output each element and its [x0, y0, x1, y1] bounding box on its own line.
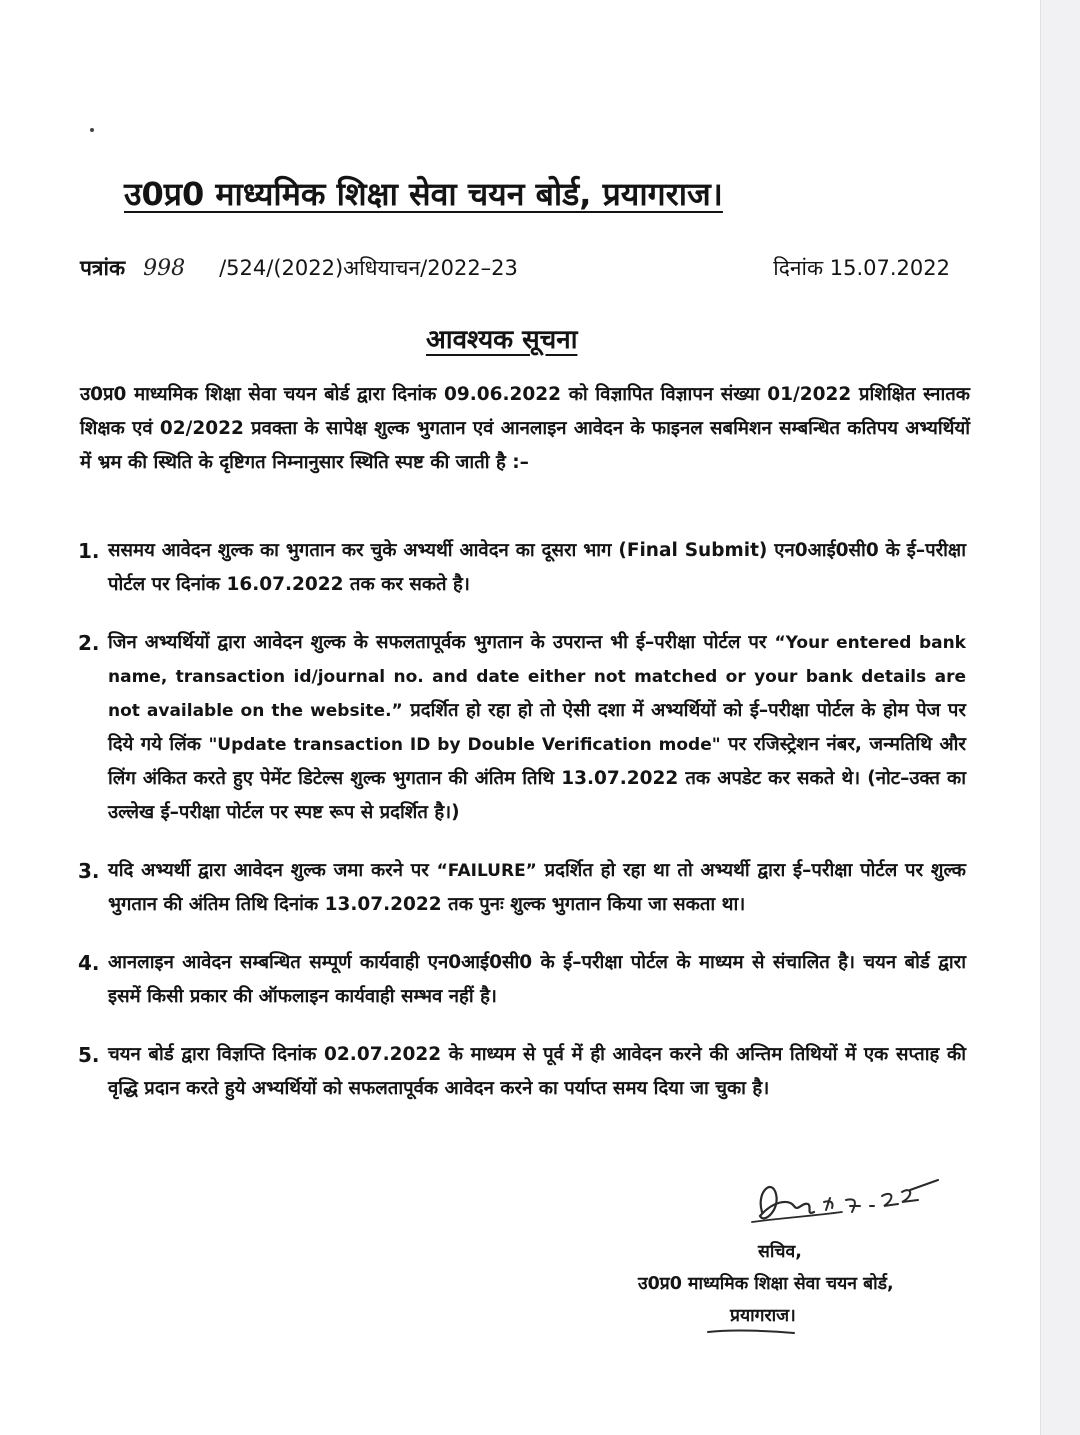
- subject-heading: आवश्यक सूचना: [426, 325, 578, 355]
- letter-number: /524/(2022)अधियाचन/2022–23: [219, 256, 518, 280]
- issue-date: दिनांक 15.07.2022: [773, 256, 950, 280]
- point-number: 4.: [78, 951, 100, 975]
- point-text-part: प्रदर्शित हो रहा था तो अभ्यर्थी द्वारा ई–परीक्षा पोर्टल पर शुल्क भुगतान की अंतिम तिथि दिनांक 13.07.2022 तक पुनः शुल्क भुगतान किया जा सकता था।: [108, 860, 966, 915]
- point-text-part: जिन अभ्यर्थियों द्वारा आवेदन शुल्क के सफलतापूर्वक भुगतान के उपरान्त भी ई–परीक्षा पोर्टल पर: [108, 632, 775, 653]
- point-number: 1.: [78, 539, 100, 563]
- point-text-part: पर रजिस्ट्रेशन नंबर, जन्मतिथि और लिंग अंकित करते हुए पेमेंट डिटेल्स शुल्क भुगतान की अंतिम तिथि 13.07.2022 तक अपडेट कर सकते थे। (नोट–उक्त का उल्लेख ई–परीक्षा पोर्टल पर स्पष्ट रूप से प्रदर्शित है।): [108, 734, 966, 823]
- signature-underline: [706, 1326, 796, 1338]
- handwritten-reference-number: 998: [143, 256, 186, 281]
- points-list: [0, 534, 1040, 1130]
- reference-label: पत्रांक: [80, 256, 126, 280]
- list-item: [0, 854, 1040, 922]
- page-title: उ0प्र0 माध्यमिक शिक्षा सेवा चयन बोर्ड, प्रयागराज।: [124, 175, 723, 213]
- reference-line: [80, 254, 950, 282]
- list-item: [0, 626, 1040, 830]
- list-item: [0, 946, 1040, 1014]
- signatory-office: उ0प्र0 माध्यमिक शिक्षा सेवा चयन बोर्ड,: [638, 1274, 894, 1294]
- scan-margin: [1040, 0, 1080, 1435]
- portal-link-quote: "Update transaction ID by Double Verification mode": [208, 735, 721, 755]
- point-text: आनलाइन आवेदन सम्बन्धित सम्पूर्ण कार्यवाही एन0आई0सी0 के ई–परीक्षा पोर्टल के माध्यम से संचालित है। चयन बोर्ड द्वारा इसमें किसी प्रकार की ऑफलाइन कार्यवाही सम्भव नहीं है।: [108, 952, 966, 1007]
- point-text-part: यदि अभ्यर्थी द्वारा आवेदन शुल्क जमा करने पर: [108, 860, 437, 881]
- point-number: 2.: [78, 631, 100, 655]
- error-message-quote: “Your entered bank name, transaction id/journal no. and date either not matched or your bank details are not available on the website.”: [108, 633, 966, 721]
- point-text: ससमय आवेदन शुल्क का भुगतान कर चुके अभ्यर्थी आवेदन का दूसरा भाग (Final Submit) एन0आई0सी0 के ई–परीक्षा पोर्टल पर दिनांक 16.07.2022 तक कर सकते है।: [108, 540, 966, 595]
- point-number: 3.: [78, 859, 100, 883]
- signatory-designation: सचिव,: [758, 1242, 802, 1262]
- point-text-part: प्रदर्शित हो रहा हो तो ऐसी दशा में अभ्यर्थियों को ई–परीक्षा पोर्टल के होम पेज पर दिये गये लिंक: [108, 700, 966, 755]
- list-item: [0, 1038, 1040, 1106]
- point-text: [108, 626, 966, 830]
- failure-quote: “FAILURE”: [436, 861, 537, 881]
- signatory-city: प्रयागराज।: [730, 1306, 796, 1326]
- list-item: [0, 534, 1040, 602]
- signature-block: [620, 1236, 960, 1332]
- intro-paragraph: उ0प्र0 माध्यमिक शिक्षा सेवा चयन बोर्ड द्वारा दिनांक 09.06.2022 को विज्ञापित विज्ञापन संख्या 01/2022 प्रशिक्षित स्नातक शिक्षक एवं 02/2022 प्रवक्ता के सापेक्ष शुल्क भुगतान एवं आनलाइन आवेदन के फाइनल सबमिशन सम्बन्धित कतिपय अभ्यर्थियों में भ्रम की स्थिति के दृष्टिगत निम्नानुसार स्थिति स्पष्ट की जाती है :–: [80, 384, 970, 473]
- point-text: [108, 854, 966, 922]
- point-number: 5.: [78, 1043, 100, 1067]
- scan-speck: [90, 128, 94, 132]
- handwritten-signature: [742, 1172, 942, 1238]
- point-text: चयन बोर्ड द्वारा विज्ञप्ति दिनांक 02.07.2022 के माध्यम से पूर्व में ही आवेदन करने की अन्तिम तिथियों में एक सप्ताह की वृद्धि प्रदान करते हुये अभ्यर्थियों को सफलतापूर्वक आवेदन करने का पर्याप्त समय दिया जा चुका है।: [108, 1044, 966, 1099]
